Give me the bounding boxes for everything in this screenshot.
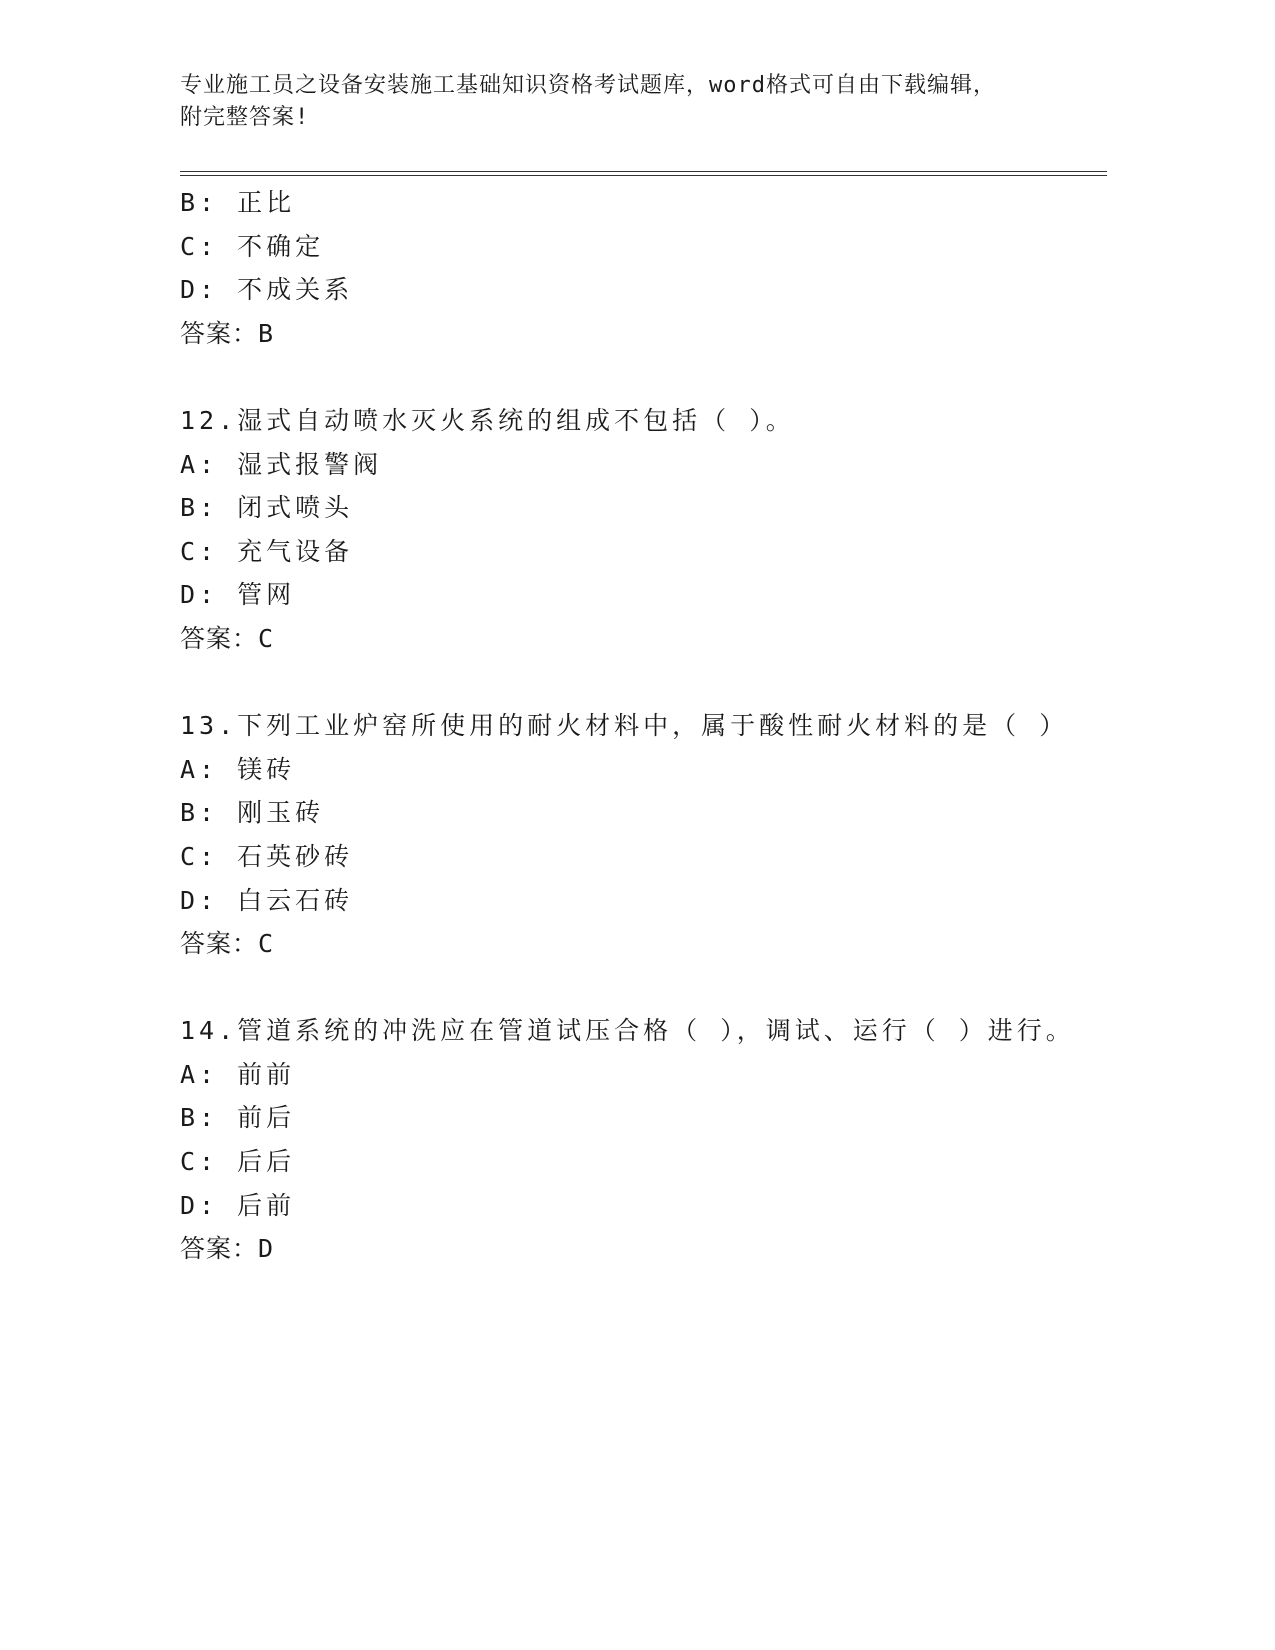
option-d [180, 270, 1107, 314]
option-text: 管网 [237, 580, 296, 610]
option-label: C: [180, 841, 219, 871]
question-13 [180, 706, 1107, 968]
option-label: B: [180, 493, 219, 523]
option-text: 正比 [237, 188, 296, 217]
option-b [180, 488, 1107, 532]
option-c [180, 227, 1107, 271]
option-label: B: [180, 798, 219, 828]
option-text: 前前 [237, 1059, 296, 1089]
option-text: 镁砖 [237, 754, 296, 784]
option-label: B: [180, 1103, 219, 1133]
option-text: 充气设备 [237, 536, 354, 566]
option-label: D: [180, 580, 219, 610]
option-b [180, 183, 1107, 227]
option-label: A: [180, 754, 219, 784]
option-text: 白云石砖 [237, 885, 354, 915]
header-title-line-1: 专业施工员之设备安装施工基础知识资格考试题库，word格式可自由下载编辑， [180, 73, 996, 98]
question-14 [180, 1011, 1107, 1273]
document-header [180, 70, 1040, 134]
question-11-continued [180, 183, 1107, 357]
option-text: 前后 [237, 1103, 296, 1133]
option-text: 后后 [237, 1147, 296, 1177]
header-title-line-2: 附完整答案! [180, 105, 310, 130]
option-text: 不确定 [237, 231, 325, 261]
option-text: 后前 [237, 1190, 296, 1220]
option-text: 石英砂砖 [237, 841, 354, 871]
option-label: C: [180, 1147, 219, 1177]
option-text: 刚玉砖 [237, 798, 325, 828]
question-stem: 14.管道系统的冲洗应在管道试压合格（ ），调试、运行（ ）进行。 [180, 1016, 1075, 1046]
question-list [180, 183, 1107, 1273]
option-d [180, 575, 1107, 619]
header-divider-top [180, 171, 1107, 172]
option-c [180, 1142, 1107, 1186]
option-text: 湿式报警阀 [237, 449, 383, 479]
option-c [180, 837, 1107, 881]
option-b [180, 1098, 1107, 1142]
question-stem: 12.湿式自动喷水灭火系统的组成不包括（ ）。 [180, 405, 795, 435]
answer-line: 答案：C [180, 929, 275, 959]
option-label: A: [180, 449, 219, 479]
question-12 [180, 401, 1107, 663]
option-label: D: [180, 275, 219, 305]
option-a [180, 750, 1107, 794]
answer-line: 答案：C [180, 623, 275, 653]
option-label: C: [180, 231, 219, 261]
spacer [180, 663, 1107, 707]
option-d [180, 881, 1107, 925]
option-text: 不成关系 [237, 275, 354, 305]
option-b [180, 793, 1107, 837]
option-label: B: [180, 188, 219, 217]
option-a [180, 445, 1107, 489]
question-stem: 13.下列工业炉窑所使用的耐火材料中，属于酸性耐火材料的是（ ） [180, 711, 1069, 741]
option-text: 闭式喷头 [237, 493, 354, 523]
option-a [180, 1055, 1107, 1099]
option-label: C: [180, 536, 219, 566]
header-divider-bottom [180, 175, 1107, 176]
option-d [180, 1186, 1107, 1230]
option-label: D: [180, 1190, 219, 1220]
answer-line: 答案：B [180, 318, 275, 348]
option-c [180, 532, 1107, 576]
option-label: D: [180, 885, 219, 915]
spacer [180, 357, 1107, 401]
answer-line: 答案：D [180, 1234, 275, 1264]
option-label: A: [180, 1059, 219, 1089]
spacer [180, 968, 1107, 1012]
